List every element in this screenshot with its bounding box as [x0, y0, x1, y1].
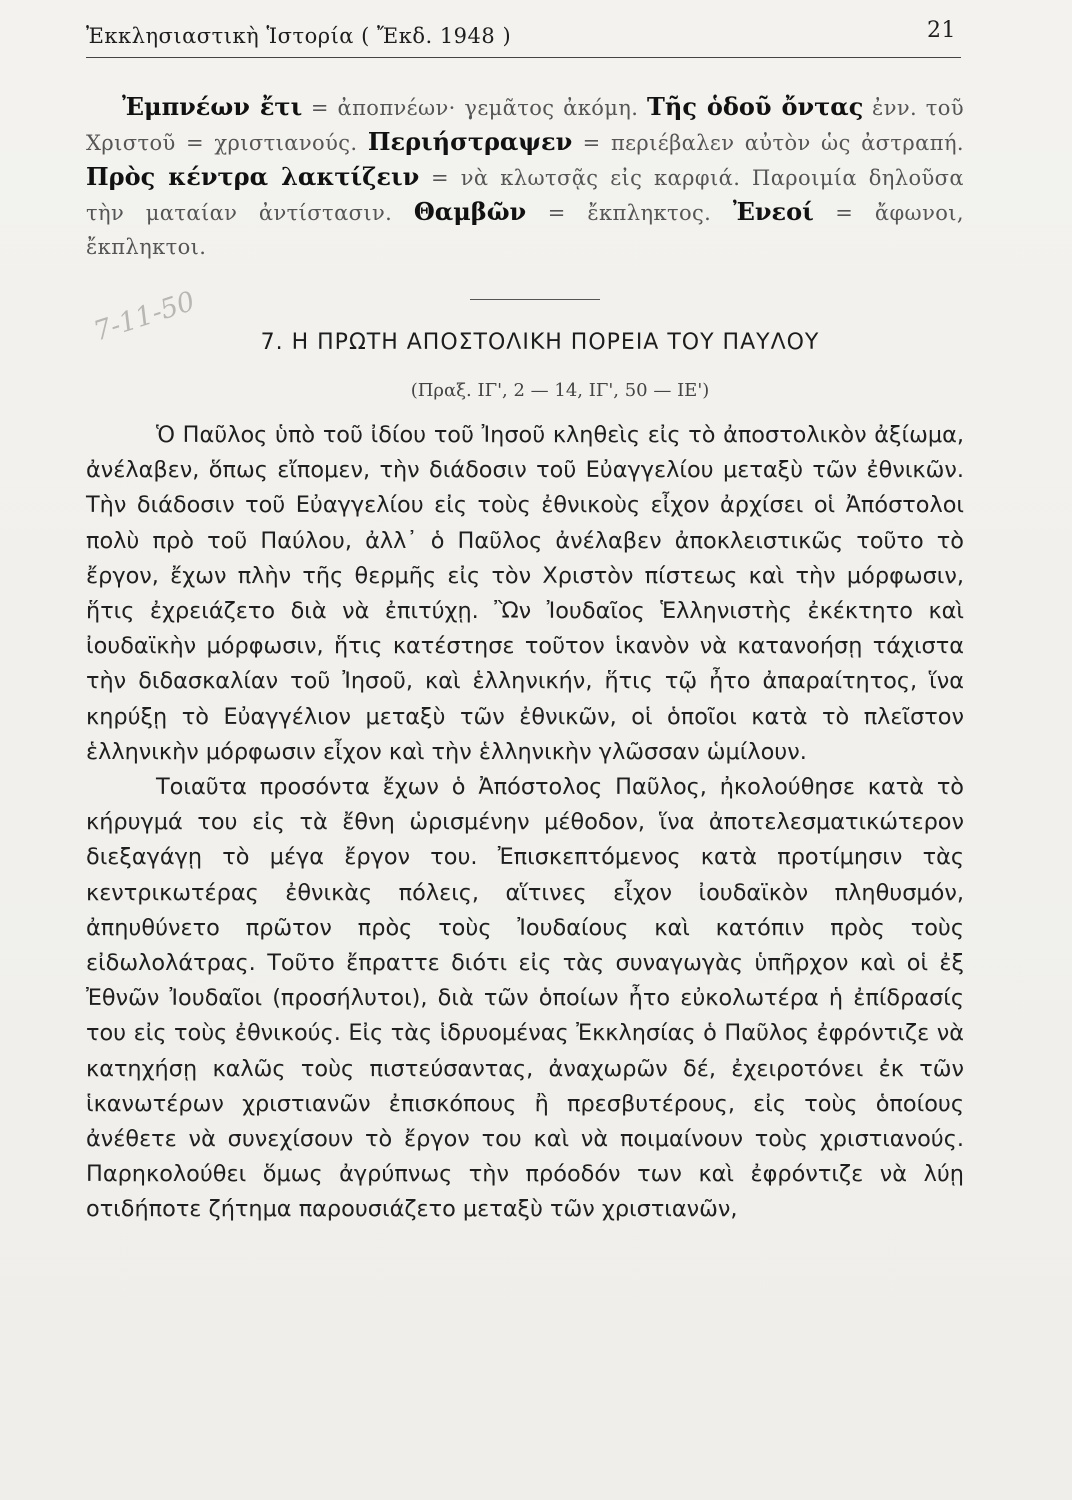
gloss-explanation: = περιέβαλεν αὐτὸν ὡς ἀστραπή.: [572, 131, 964, 155]
gloss-explanation: = ἀποπνέων· γεμᾶτος ἀκόμη.: [302, 96, 648, 120]
gloss-explanation: = νὰ κλωτσᾷς εἰς καρφιά. Παροιμία δηλοῦσα τὴν ματαίαν ἀντίστασιν.: [86, 166, 964, 225]
running-title: Ἐκκλησιαστικὴ Ἱστορία ( Ἔκδ. 1948 ): [86, 24, 512, 48]
section-divider: [470, 299, 600, 300]
scripture-reference: (Πραξ. ΙΓ', 2 — 14, ΙΓ', 50 — ΙΕ'): [410, 380, 710, 401]
gloss-explanation: ἐνν. τοῦ Χριστοῦ = χριστιανούς.: [86, 96, 964, 155]
gloss-explanation: = ἔκπληκτος.: [526, 201, 733, 225]
gloss-lemma: Θαμβῶν: [413, 197, 527, 226]
section-heading: 7. Η ΠΡΩΤΗ ΑΠΟΣΤΟΛΙΚΗ ΠΟΡΕΙΑ ΤΟΥ ΠΑΥΛΟΥ: [260, 330, 820, 355]
body-text: [86, 418, 964, 1228]
gloss-lemma: Ἐμπνέων ἔτι: [122, 92, 303, 121]
glossary-block: [86, 90, 964, 264]
gloss-lemma: Τῆς ὁδοῦ ὄντας: [647, 92, 864, 121]
paragraph: Τοιαῦτα προσόντα ἔχων ὁ Ἀπόστολος Παῦλος, ἠκολούθησε κατὰ τὸ κήρυγμά του εἰς τὰ ἔθνη ὡρισμένην μέθοδον, ἵνα ἀποτελεσματικώτερον διεξαγάγῃ τὸ μέγα ἔργον του. Ἐπισκεπτόμενος κατὰ προτίμησιν τὰς κεντρικωτέρας ἐθνικὰς πόλεις, αἵτινες εἶχον ἰουδαϊκὸν πληθυσμόν, ἀπηυθύνετο πρῶτον πρὸς τοὺς Ἰουδαίους καὶ κατόπιν πρὸς τοὺς εἰδωλολάτρας. Τοῦτο ἔπραττε διότι εἰς τὰς συναγωγὰς ὑπῆρχον καὶ οἱ ἐξ Ἐθνῶν Ἰουδαῖοι (προσήλυτοι), διὰ τῶν ὁποίων ἦτο εὐκολωτέρα ἡ ἐπίδρασίς του εἰς τοὺς ἐθνικούς. Εἰς τὰς ἱδρυομένας Ἐκκλησίας ὁ Παῦλος ἐφρόντιζε νὰ κατηχήσῃ καλῶς τοὺς πιστεύσαντας, ἀναχωρῶν δέ, ἐχειροτόνει ἐκ τῶν ἱκανωτέρων χριστιανῶν ἐπισκόπους ἢ πρεσβυτέρους, εἰς τοὺς ὁποίους ἀνέθετε νὰ συνεχίσουν τὸ ἔργον του καὶ νὰ ποιμαίνουν τοὺς χριστιανούς. Παρηκολούθει ὅμως ἀγρύπνως τὴν πρόοδόν των καὶ ἐφρόντιζε νὰ λύῃ οτιδήποτε ζήτημα παρουσιάζετο μεταξὺ τῶν χριστιανῶν,: [86, 774, 964, 1223]
gloss-lemma: Πρὸς κέντρα λακτίζειν: [86, 162, 420, 191]
handwritten-margin-date: 7-11-50: [90, 285, 199, 348]
gloss-explanation: = ἄφωνοι, ἔκπληκτοι.: [86, 201, 964, 259]
paragraph: Ὁ Παῦλος ὑπὸ τοῦ ἰδίου τοῦ Ἰησοῦ κληθεὶς εἰς τὸ ἀποστολικὸν ἀξίωμα, ἀνέλαβεν, ὅπως εἴπομεν, τὴν διάδοσιν τοῦ Εὐαγγελίου μεταξὺ τῶν ἐθνικῶν. Τὴν διάδοσιν τοῦ Εὐαγγελίου εἰς τοὺς ἐθνικοὺς εἶχον ἀρχίσει οἱ Ἀπόστολοι πολὺ πρὸ τοῦ Παύλου, ἀλλ᾽ ὁ Παῦλος ἀνέλαβεν ἀποκλειστικῶς τοῦτο τὸ ἔργον, ἔχων πλὴν τῆς θερμῆς εἰς τὸν Χριστὸν πίστεως καὶ τὴν μόρφωσιν, ἥτις ἐχρειάζετο διὰ νὰ ἐπιτύχῃ. Ὢν Ἰουδαῖος Ἑλληνιστὴς ἐκέκτητο καὶ ἰουδαϊκὴν μόρφωσιν, ἥτις κατέστησε τοῦτον ἱκανὸν νὰ κατανοήσῃ τάχιστα τὴν διδασκαλίαν τοῦ Ἰησοῦ, καὶ ἑλληνικήν, ἥτις τῷ ἦτο ἀπαραίτητος, ἵνα κηρύξῃ τὸ Εὐαγγέλιον μεταξὺ τῶν ἐθνικῶν, οἱ ὁποῖοι κατὰ τὸ πλεῖστον ἑλληνικὴν μόρφωσιν εἶχον καὶ τὴν ἑλληνικὴν γλῶσσαν ὡμίλουν.: [86, 422, 964, 765]
page-number: 21: [927, 18, 956, 43]
running-header: [86, 18, 966, 58]
gloss-lemma: Περιήστραψεν: [367, 127, 573, 156]
gloss-lemma: Ἐνεοί: [732, 197, 814, 226]
header-rule: [86, 57, 961, 58]
